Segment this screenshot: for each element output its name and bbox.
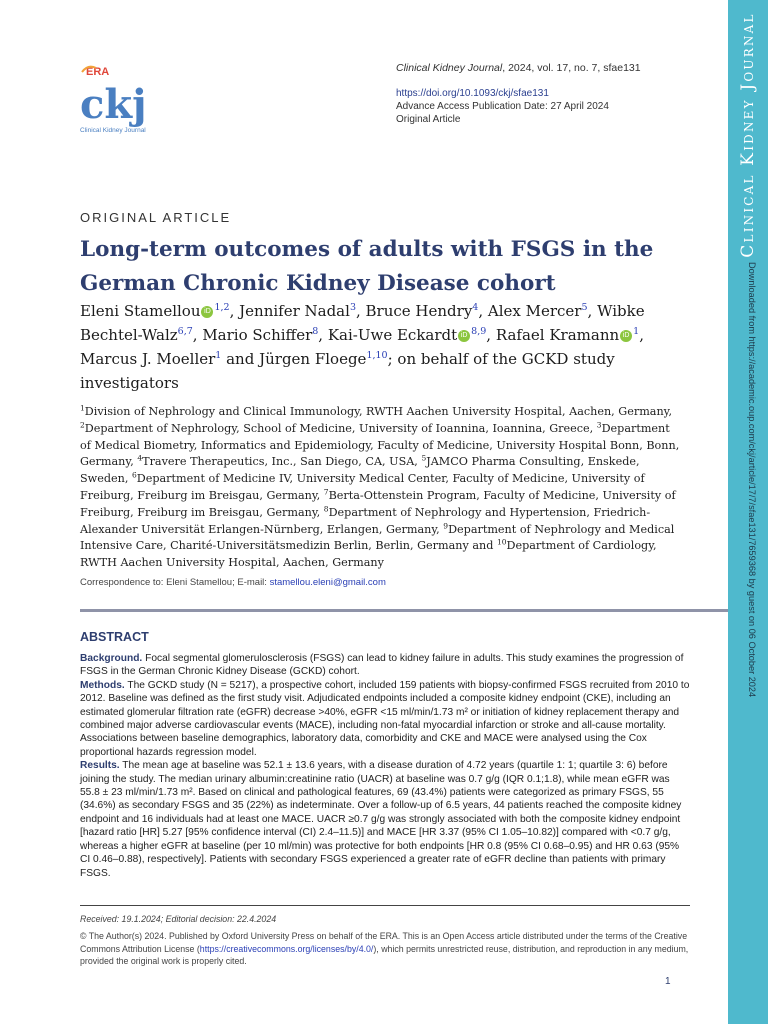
author-separator: , xyxy=(639,326,644,344)
affiliation-number: 4 xyxy=(137,453,143,463)
doi-link[interactable]: https://doi.org/10.1093/ckj/sfae131 xyxy=(396,88,549,99)
download-watermark xyxy=(746,262,762,762)
affiliation-text: Department of Cardiology, RWTH Aachen University Hospital, Aachen, Germany xyxy=(80,539,657,570)
author-affiliation-ref: 1 xyxy=(633,326,640,337)
abstract-heading: ABSTRACT xyxy=(80,630,149,644)
author-separator: , xyxy=(229,302,240,320)
affiliation-text: Department of Medical Biometry, Informatics and Epidemiology, Faculty of Medicine, University Hospital Bonn, Bonn, Germany, xyxy=(80,421,680,469)
affiliation-number: 5 xyxy=(421,453,427,463)
journal-name: Clinical Kidney Journal xyxy=(396,62,503,74)
license-text xyxy=(80,930,692,968)
abstract-paragraph xyxy=(80,652,690,679)
author-list xyxy=(80,299,680,395)
affiliation-number: 10 xyxy=(496,537,507,547)
journal-meta xyxy=(396,62,696,126)
author-separator: , xyxy=(318,326,328,344)
author-affiliation-ref: 1,2 xyxy=(214,302,230,313)
license-link[interactable]: https://creativecommons.org/licenses/by/4.0/ xyxy=(199,943,374,954)
author-separator: , xyxy=(355,302,366,320)
page-number: 1 xyxy=(665,976,671,987)
author-name: Jürgen Floege xyxy=(259,350,367,368)
abstract-paragraph xyxy=(80,759,690,880)
citation-details: , 2024, vol. 17, no. 7, sfae131 xyxy=(502,62,641,74)
abstract-section-label: Background. xyxy=(80,653,143,664)
affiliation-text: Travere Therapeutics, Inc., San Diego, CA, USA, xyxy=(142,455,422,469)
author-name: Eleni Stamellou xyxy=(80,302,201,320)
author-separator: and xyxy=(221,350,260,368)
abstract-body xyxy=(80,652,690,880)
affiliation-text: JAMCO Pharma Consulting, Enskede, Sweden, xyxy=(80,455,640,486)
author-separator: , xyxy=(192,326,203,344)
affiliation-text: Department of Nephrology, School of Medicine, University of Ioannina, Ioannina, Greece, xyxy=(84,421,597,435)
footer-divider xyxy=(80,905,690,906)
author-name: Wibke Bechtel-Walz xyxy=(80,302,645,344)
correspondence-label: Correspondence to: Eleni Stamellou; E-mail: xyxy=(80,577,270,588)
affiliation-text: Department of Nephrology and Medical Intensive Care, Charité-Universitätsmedizin Berlin, Berlin, Germany and xyxy=(80,522,675,553)
affiliation-number: 9 xyxy=(443,520,449,530)
abstract-section-label: Methods. xyxy=(80,679,125,691)
author-name: Mario Schiffer xyxy=(202,326,313,344)
section-label: ORIGINAL ARTICLE xyxy=(80,210,232,225)
affiliations xyxy=(80,404,680,572)
author-name: Jennifer Nadal xyxy=(239,302,350,320)
author-affiliation-ref: 3 xyxy=(349,302,356,313)
article-title: Long-term outcomes of adults with FSGS in the German Chronic Kidney Disease cohort xyxy=(80,237,654,296)
author-separator: , xyxy=(587,302,598,320)
affiliation-number: 3 xyxy=(596,420,602,430)
orcid-icon[interactable]: iD xyxy=(620,330,632,342)
affiliation-text: Division of Nephrology and Clinical Immunology, RWTH Aachen University Hospital, Aachen, Germany, xyxy=(84,405,673,418)
author-affiliation-ref: 4 xyxy=(472,302,479,313)
author-affiliation-ref: 8 xyxy=(312,326,319,337)
download-note: Downloaded from https://academic.oup.com/ckj/article/17/7/sfae131/7659368 by guest on 06 October 2024 xyxy=(746,262,757,698)
author-separator: , xyxy=(478,302,488,320)
author-name: Kai-Uwe Eckardt xyxy=(327,326,458,344)
orcid-icon[interactable]: iD xyxy=(458,330,470,342)
section-divider xyxy=(80,609,728,612)
logo-subtitle: Clinical Kidney Journal xyxy=(80,127,146,134)
affiliation-number: 2 xyxy=(80,420,85,430)
affiliation-number: 6 xyxy=(131,470,137,480)
author-separator: ; on behalf of the GCKD study investigators xyxy=(80,350,615,392)
affiliation-text: Department of Nephrology and Hypertension, Friedrich-Alexander Universität Erlangen-Nürnberg, Erlangen, Germany, xyxy=(80,505,651,536)
author-name: Rafael Kramann xyxy=(495,326,620,344)
abstract-section-text: Focal segmental glomerulosclerosis (FSGS) can lead to kidney failure in adults. This study examines the progression of FSGS in the German Chronic Kidney Disease (GCKD) cohort. xyxy=(80,653,684,678)
article-type: Original Article xyxy=(396,114,461,125)
orcid-icon[interactable]: iD xyxy=(201,306,213,318)
author-separator: , xyxy=(486,326,496,344)
abstract-section-text: The GCKD study (N = 5217), a prospective cohort, included 159 patients with biopsy-confirmed FSGS recruited from 2010 to 2012. Baseline was defined as the first study visit. Adjudicated endpoints included a composite kidney endpoint (CKE), including an estimated glomerular filtration rate (eGFR) decrease >40%, eGFR <15 ml/min/1.73 m² or initiation of kidney replacement therapy and combined major adverse cardiovascular events (MACE), including non-fatal myocardial infarction or stroke and all-cause mortality. Associations between baseline demographics, laboratory data, comorbidity and CKE and MACE were analysed using the Cox proportional hazards regression model. xyxy=(80,679,690,758)
author-name: Bruce Hendry xyxy=(365,302,473,320)
license-post: ), which permits unrestricted reuse, distribution, and reproduction in any medium, provided the original work is properly cited. xyxy=(80,943,689,967)
advance-access-date: Advance Access Publication Date: 27 April 2024 xyxy=(396,101,609,112)
abstract-paragraph xyxy=(80,679,690,759)
abstract-section-label: Results. xyxy=(80,760,120,772)
journal-logo xyxy=(78,62,148,136)
received-dates: Received: 19.1.2024; Editorial decision: 22.4.2024 xyxy=(80,914,277,924)
logo-era-text: ERA xyxy=(86,66,110,78)
correspondence-email[interactable]: stamellou.eleni@gmail.com xyxy=(269,577,386,588)
logo-ckj-text: ckj xyxy=(80,81,147,128)
citation xyxy=(396,62,696,75)
author-name: Marcus J. Moeller xyxy=(80,350,216,368)
affiliation-number: 7 xyxy=(323,487,329,497)
affiliation-number: 8 xyxy=(323,504,329,514)
affiliation-text: Berta-Ottenstein Program, Faculty of Medicine, University of Freiburg, Freiburg im Breisgau, Germany, xyxy=(80,488,676,519)
correspondence xyxy=(80,577,386,588)
author-affiliation-ref: 8,9 xyxy=(471,326,487,337)
author-affiliation-ref: 1,10 xyxy=(366,350,388,361)
side-journal-title: Clinical Kidney Journal xyxy=(738,12,758,258)
author-affiliation-ref: 1 xyxy=(215,350,222,361)
abstract-section-text: The mean age at baseline was 52.1 ± 13.6 years, with a disease duration of 4.72 years (quartile 1: 1; quartile 3: 6) before joining the study. The median urinary albumin:creatinine ratio (UACR) at baseline was 0.7 g/g (IQR 0.1;1.8), while mean eGFR was 55.8 ± 23 ml/min/1.73 m². Based on clinical and pathological features, 69 (43.4%) patients were categorized as primary FSGS, 55 (34.6%) as secondary FSGS and 35 (22%) as indeterminate. Over a follow-up of 6.5 years, 44 patients reached the composite kidney endpoint and 16 individuals had at least one MACE. UACR ≥0.7 g/g was strongly associated with both the composite kidney endpoint [hazard ratio [HR] 5.27 [95% confidence interval (CI) 2.4–11.5)] and MACE [HR 3.37 (95% CI 1.05–10.82)] compared with <0.7 g/g, whereas a higher eGFR at baseline (per 10 ml/min) was protective for both endpoints [HR 0.8 (95% CI 0.68–0.95) and HR 0.63 (95% CI 0.46–0.88), respectively]. Patients with secondary FSGS experienced a greater rate of eGFR decline than patients with primary FSGS. xyxy=(80,760,682,879)
author-affiliation-ref: 5 xyxy=(581,302,588,313)
affiliation-number: 1 xyxy=(80,403,85,413)
author-affiliation-ref: 6,7 xyxy=(177,326,193,337)
affiliation-text: Department of Medicine IV, University Medical Center, Faculty of Medicine, University of Freiburg, Freiburg im Breisgau, Germany, xyxy=(80,472,645,502)
author-name: Alex Mercer xyxy=(487,302,582,320)
license-pre: © The Author(s) 2024. Published by Oxford University Press on behalf of the ERA. This is an Open Access article distributed under the terms of the Creative Commons Attribution License ( xyxy=(80,931,688,954)
journal-side-band xyxy=(728,0,768,1024)
